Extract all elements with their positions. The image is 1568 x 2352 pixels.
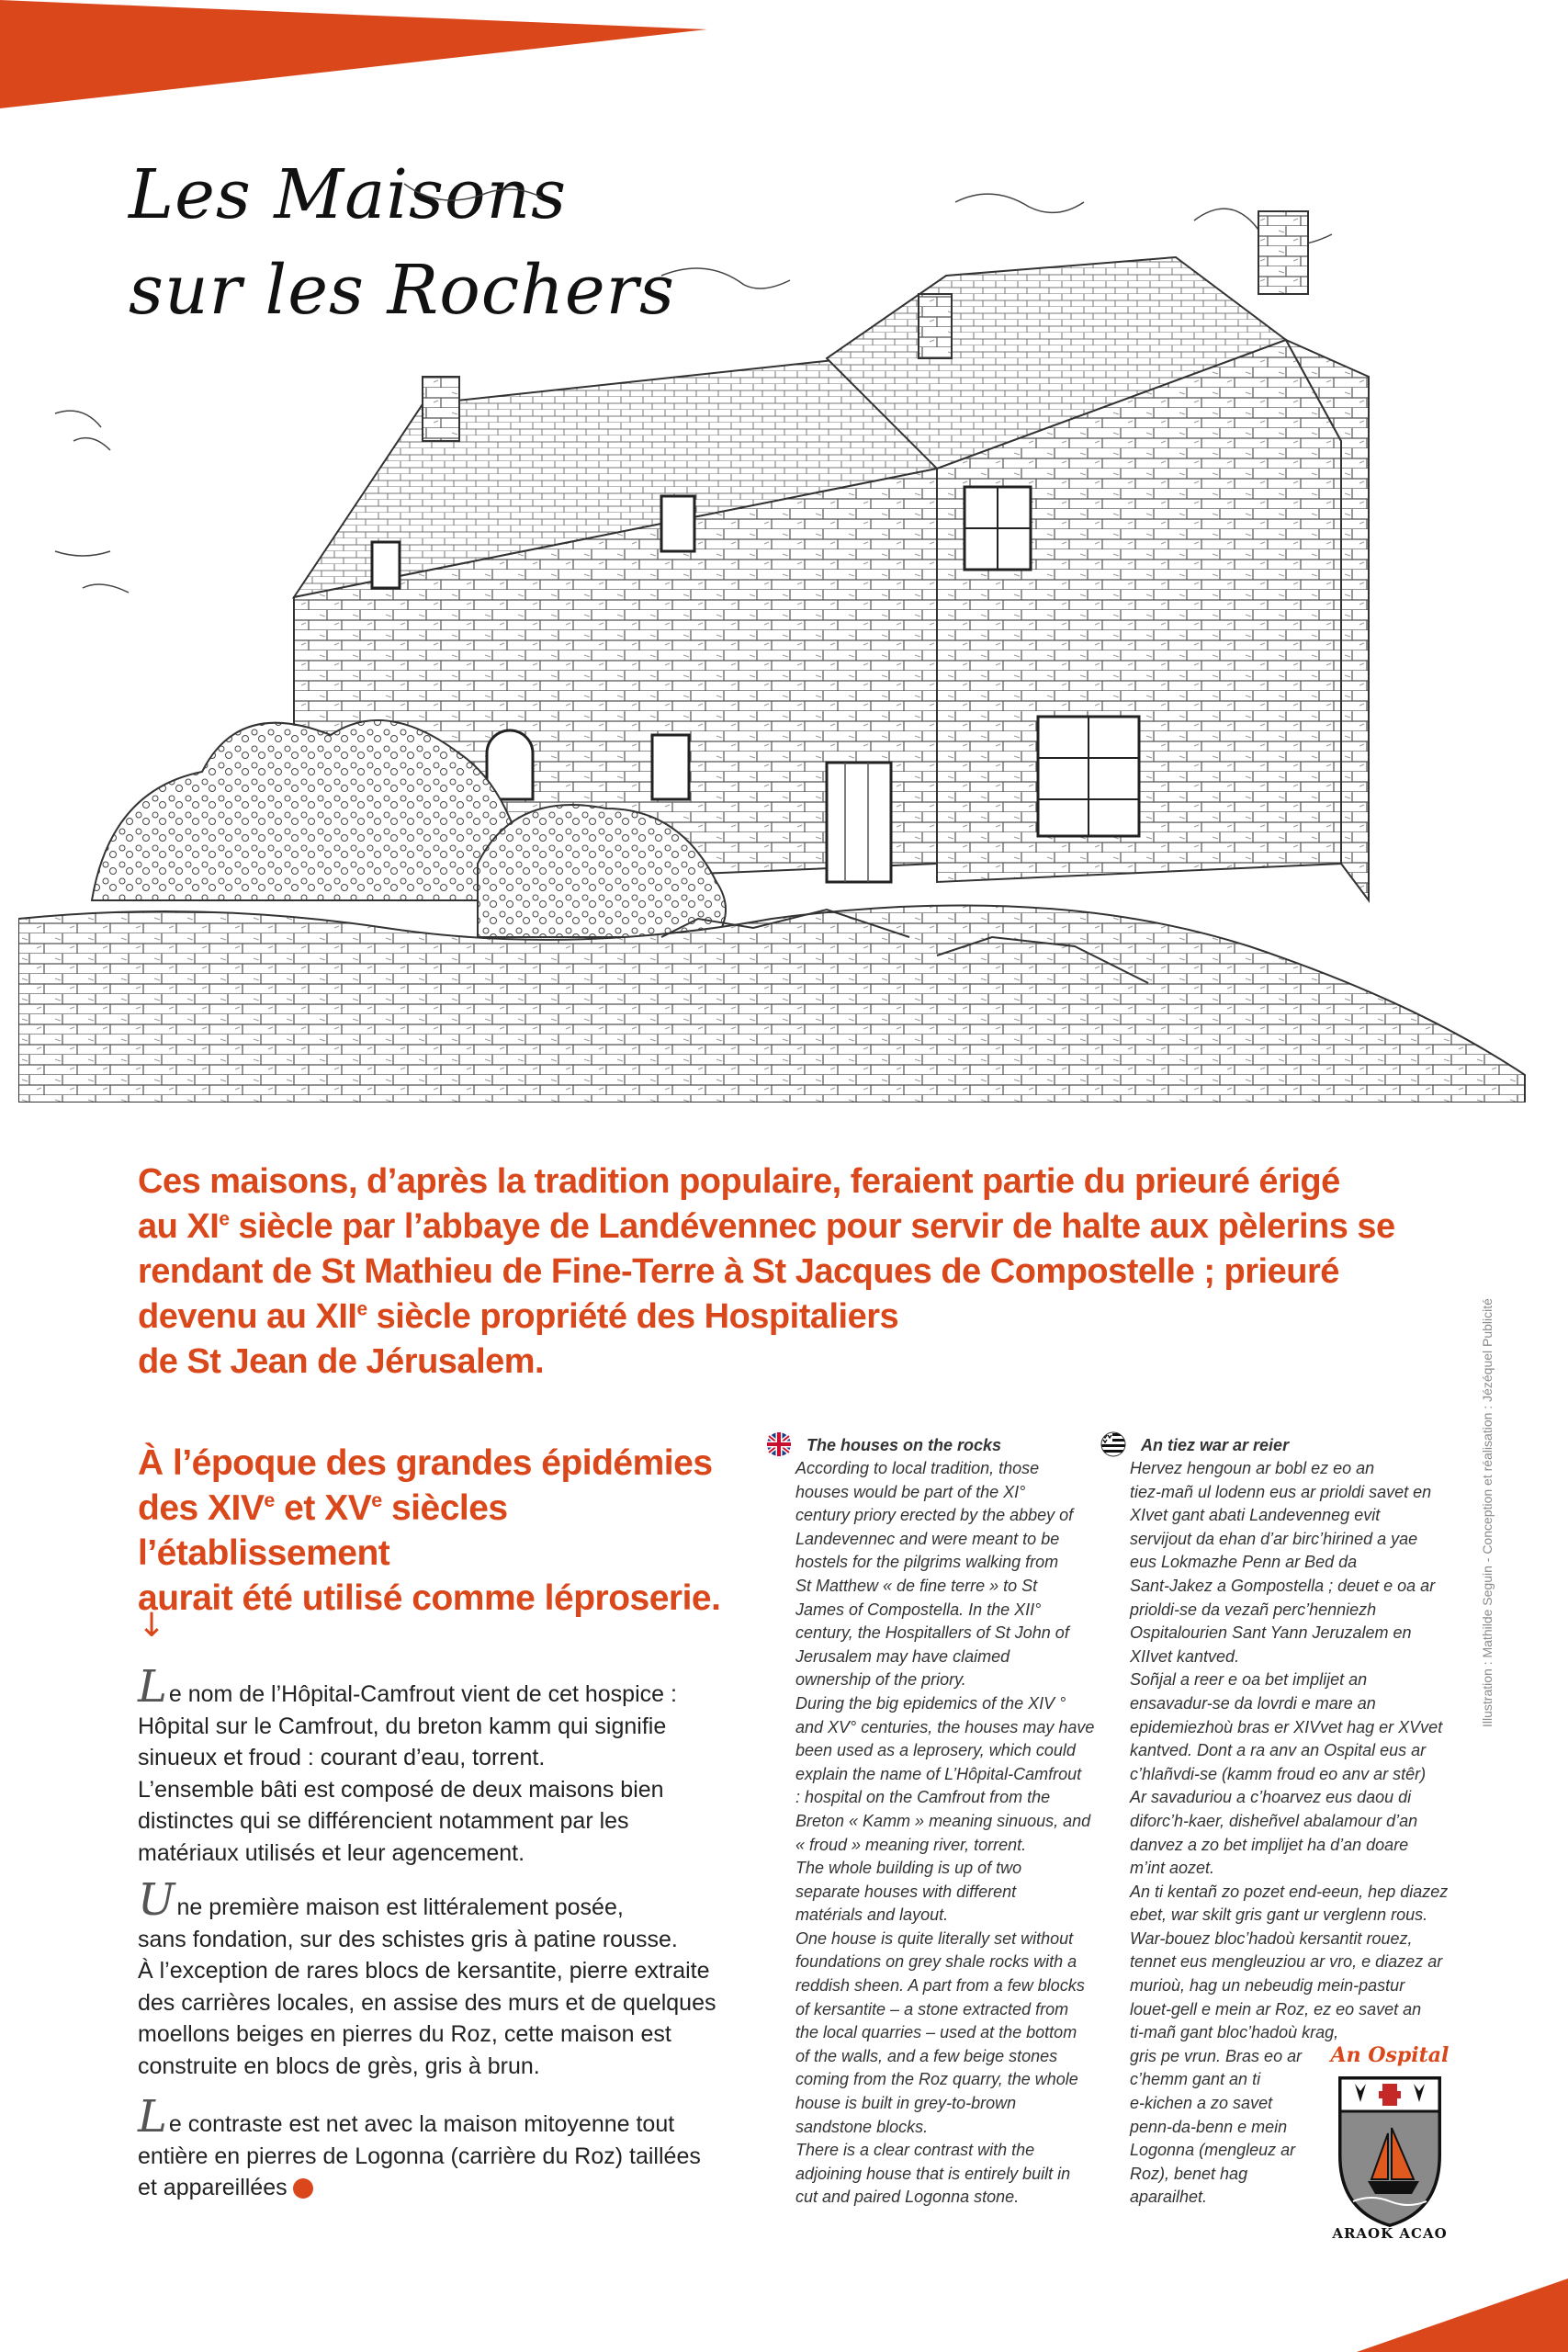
column-line: The whole building is up of two xyxy=(795,1859,1022,1878)
column-line: « froud » meaning river, torrent. xyxy=(795,1835,1027,1854)
arrow-down-icon: ↓ xyxy=(138,1607,166,1645)
column-line: house is built in grey-to-brown xyxy=(795,2094,1017,2113)
paragraph-line xyxy=(138,1874,762,1926)
column-line: aparailhet. xyxy=(1130,2188,1208,2207)
column-line: of the walls, and a few beige stones xyxy=(795,2046,1058,2065)
paragraph-line xyxy=(138,2091,762,2143)
column-line: Hervez hengoun ar bobl ez eo an xyxy=(1130,1459,1375,1477)
paragraph-line: construite en blocs de grès, gris à brun. xyxy=(138,2052,540,2079)
column-line: louet-gell e mein ar Roz, ez eo savet an xyxy=(1130,1999,1422,2018)
breton-flag-icon xyxy=(1100,1431,1126,1457)
french-paragraph-2 xyxy=(138,1874,762,2082)
column-line: e-kichen a zo savet xyxy=(1130,2094,1273,2113)
paragraph-text: ne première maison est littéralement posée, xyxy=(176,1894,624,1920)
column-line: Soñjal a reer e oa bet implijet an xyxy=(1130,1670,1368,1690)
column-line: Roz), benet hag xyxy=(1130,2164,1248,2183)
column-line: XIvet gant abati Landevenneg evit xyxy=(1130,1506,1381,1525)
paragraph-line: matériaux utilisés et leur agencement. xyxy=(138,1839,525,1866)
stone-house-illustration xyxy=(18,165,1562,1102)
column-line: Jerusalem may have claimed xyxy=(795,1646,1010,1666)
column-line: matérials and layout. xyxy=(795,1905,949,1925)
intro-line xyxy=(138,1295,1415,1340)
intro-text: siècle propriété des Hospitaliers xyxy=(367,1297,899,1336)
paragraph-line: distinctes qui se différencient notamment par les xyxy=(138,1808,629,1834)
column-line: danvez a zo bet implijet ha d’an doare xyxy=(1130,1835,1409,1854)
column-line: An ti kentañ zo pozet end-eeun, hep diazez xyxy=(1130,1882,1449,1901)
paragraph-line: Hôpital sur le Camfrout, du breton kamm qui signifie xyxy=(138,1713,667,1739)
intro-line xyxy=(138,1486,762,1576)
french-paragraph-1 xyxy=(138,1661,762,1869)
coat-of-arms-icon xyxy=(1335,2073,1445,2229)
title-line-2: sur les Rochers xyxy=(129,251,676,330)
logo-motto: ARAOK ACAO xyxy=(1332,2225,1448,2242)
column-line: James of Compostella. In the XII° xyxy=(795,1600,1042,1619)
column-line: and XV° centuries, the houses may have xyxy=(795,1717,1095,1736)
intro-superscript: e xyxy=(219,1208,230,1230)
intro-text: devenu au XII xyxy=(138,1297,357,1336)
paragraph-line: À l’exception de rares blocs de kersantite, pierre extraite xyxy=(138,1958,710,1984)
column-line: ensavadur-se da lovrdi e mare an xyxy=(1130,1693,1376,1713)
paragraph-line xyxy=(138,2172,762,2204)
intro-text: siècles l’établissement xyxy=(138,1488,508,1573)
paragraph-line: sans fondation, sur des schistes gris à patine rousse. xyxy=(138,1926,678,1952)
column-line: cut and paired Logonna stone. xyxy=(795,2188,1020,2207)
intro-text: siècle par l’abbaye de Landévennec pour servir de halte aux pèlerins se xyxy=(229,1207,1395,1246)
column-line: murioù, hag un nebeudig mein-pastur xyxy=(1130,1976,1405,1996)
intro-text: et XV xyxy=(274,1488,372,1528)
intro-line: Ces maisons, d’après la tradition populaire, feraient partie du prieuré érigé xyxy=(138,1162,1340,1201)
english-text xyxy=(795,1457,1094,2210)
column-line: of kersantite – a stone extracted from xyxy=(795,1999,1069,2018)
credit-text: Illustration : Mathilde Seguin - Conception et réalisation : Jézéquel Publicité xyxy=(1480,1298,1495,1727)
intro-superscript: e xyxy=(356,1298,367,1320)
column-line: Breton « Kamm » meaning sinuous, and xyxy=(795,1811,1091,1830)
intro-line: aurait été utilisé comme léproserie. xyxy=(138,1578,721,1618)
paragraph-text: e nom de l’Hôpital-Camfrout vient de cet hospice : xyxy=(168,1681,677,1707)
logo-name: An Ospital xyxy=(1330,2043,1450,2067)
column-line: eus Lokmazhe Penn ar Bed da xyxy=(1130,1553,1358,1572)
column-line: adjoining house that is entirely built in xyxy=(795,2164,1071,2183)
intro-line: rendant de St Mathieu de Fine-Terre à St Jacques de Compostelle ; prieuré xyxy=(138,1252,1339,1291)
column-line: gris pe vrun. Bras eo ar xyxy=(1130,2046,1303,2065)
column-line: foundations on grey shale rocks with a xyxy=(795,1952,1077,1972)
french-paragraph-3 xyxy=(138,2091,762,2204)
column-line: St Matthew « de fine terre » to St xyxy=(795,1576,1038,1595)
column-line: Ospitalourien Sant Yann Jeruzalem en xyxy=(1130,1623,1412,1643)
leprosery-paragraph xyxy=(138,1441,762,1621)
column-line: ownership of the priory. xyxy=(795,1670,966,1690)
column-line: ebet, war skilt gris gant ur verglenn rous. xyxy=(1130,1905,1428,1925)
column-line: servijout da ehan d’ar birc’hirined a yae xyxy=(1130,1529,1418,1548)
column-line: War-bouez bloc’hadoù kersantit rouez, xyxy=(1130,1928,1413,1948)
column-line: epidemiezhoù bras er XIVvet hag er XVvet xyxy=(1130,1717,1443,1736)
intro-line: de St Jean de Jérusalem. xyxy=(138,1342,545,1381)
intro-text: au XI xyxy=(138,1207,220,1246)
column-line: XIIvet kantved. xyxy=(1130,1646,1240,1666)
column-line: coming from the Roz quarry, the whole xyxy=(795,2070,1078,2089)
drop-cap: U xyxy=(138,1874,175,1926)
column-line: Logonna (mengleuz ar xyxy=(1130,2141,1296,2160)
column-line: During the big epidemics of the XIV ° xyxy=(795,1693,1066,1713)
intro-line: À l’époque des grandes épidémies xyxy=(138,1443,713,1483)
column-line: penn-da-benn e mein xyxy=(1130,2117,1288,2136)
intro-text: des XIV xyxy=(138,1488,265,1528)
paragraph-line: des carrières locales, en assise des murs et de quelques xyxy=(138,1989,716,2016)
column-line: reddish sheen. A part from a few blocks xyxy=(795,1976,1085,1996)
column-line: houses would be part of the XI° xyxy=(795,1482,1026,1501)
paragraph-line: entière en pierres de Logonna (carrière du Roz) taillées xyxy=(138,2143,701,2169)
column-line: been used as a leprosery, which could xyxy=(795,1741,1076,1760)
column-line: c’hemm gant an ti xyxy=(1130,2070,1261,2089)
breton-heading-row xyxy=(1100,1433,1289,1457)
column-line: There is a clear contrast with the xyxy=(795,2141,1035,2160)
an-ospital-logo xyxy=(1321,2041,1459,2253)
column-line: tiez-mañ ul lodenn eus ar prioldi savet en xyxy=(1130,1482,1432,1501)
breton-heading: An tiez war ar reier xyxy=(1141,1436,1290,1454)
column-line: m’int aozet. xyxy=(1130,1859,1215,1878)
column-line: hostels for the pilgrims walking from xyxy=(795,1553,1059,1572)
column-line: century, the Hospitallers of St John of xyxy=(795,1623,1069,1643)
intro-superscript: e xyxy=(371,1489,382,1511)
title-line-1: Les Maisons xyxy=(129,155,568,234)
column-line: diforc’h-kaer, disheñvel abalamour d’an xyxy=(1130,1811,1418,1830)
english-heading-row xyxy=(766,1433,1001,1457)
column-line: Ar savaduriou a c’hoarvez eus daou di xyxy=(1130,1788,1412,1807)
intro-superscript: e xyxy=(264,1489,275,1511)
drop-cap: L xyxy=(138,2091,167,2143)
column-line: c’hlañvdi-se (kamm froud eo anv ar stêr) xyxy=(1130,1764,1427,1783)
column-line: kantved. Dont a ra anv an Ospital eus ar xyxy=(1130,1741,1427,1760)
english-heading: The houses on the rocks xyxy=(807,1436,1002,1454)
column-line: the local quarries – used at the bottom xyxy=(795,2023,1077,2042)
column-line: separate houses with different xyxy=(795,1882,1017,1901)
column-line: According to local tradition, those xyxy=(795,1459,1040,1477)
paragraph-line xyxy=(138,1661,762,1713)
column-line: One house is quite literally set without xyxy=(795,1928,1074,1948)
uk-flag-icon xyxy=(766,1431,792,1457)
paragraph-line: moellons beiges en pierres du Roz, cette maison est xyxy=(138,2021,671,2047)
paragraph-text: e contraste est net avec la maison mitoyenne tout xyxy=(168,2111,675,2137)
column-line: : hospital on the Camfrout from the xyxy=(795,1788,1051,1807)
drop-cap: L xyxy=(138,1661,167,1713)
end-dot-icon xyxy=(293,2178,313,2199)
bottom-accent-bar xyxy=(1357,2278,1568,2352)
column-line: explain the name of L’Hôpital-Camfrout xyxy=(795,1764,1082,1783)
column-line: ti-mañ gant bloc’hadoù krag, xyxy=(1130,2023,1339,2042)
paragraph-text: et appareillées xyxy=(138,2175,288,2200)
column-line: Sant-Jakez a Gompostella ; deuet e oa ar xyxy=(1130,1576,1436,1595)
paragraph-line: L’ensemble bâti est composé de deux maisons bien xyxy=(138,1776,664,1803)
intro-paragraph xyxy=(138,1159,1415,1385)
column-line: Landevennec and were meant to be xyxy=(795,1529,1060,1548)
paragraph-line: sinueux et froud : courant d’eau, torrent. xyxy=(138,1745,546,1770)
column-line: tennet eus mengleuziou ar vro, e diazez ar xyxy=(1130,1952,1443,1972)
column-line: prioldi-se da vezañ perc’henniezh xyxy=(1130,1600,1377,1619)
intro-line xyxy=(138,1204,1415,1250)
top-accent-bar xyxy=(0,0,716,110)
column-line: century priory erected by the abbey of xyxy=(795,1506,1074,1525)
column-line: sandstone blocks. xyxy=(795,2117,929,2136)
